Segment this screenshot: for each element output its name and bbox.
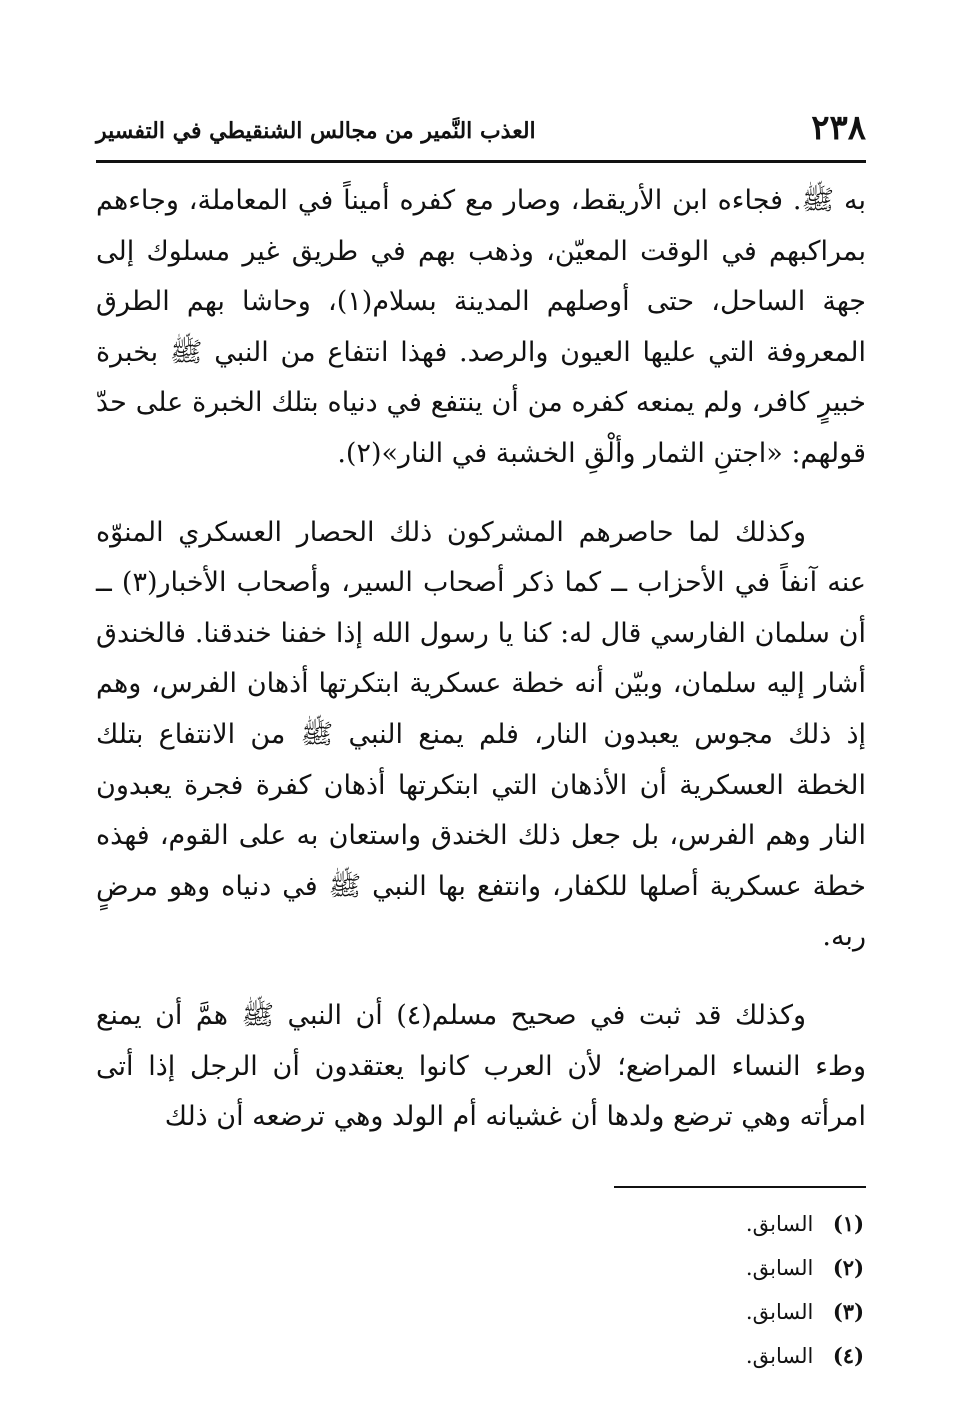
- footnote-number: (٢): [832, 1255, 864, 1280]
- footnote-text: السابق.: [745, 1300, 814, 1324]
- paragraph-1: به ﷺ. فجاءه ابن الأريقط، وصار مع كفره أميناً في المعاملة، وجاءهم بمراكبهم في الوقت المعيّن، وذهب بهم في طريق غير مسلوك إلى جهة الساحل، حتى أوصلهم المدينة بسلام(١)، وحاشا بهم الطرق المعروفة التي عليها العيون والرصد. فهذا انتفاع من النبي ﷺ بخبرة خبيرٍ كافر، ولم يمنعه كفره من أن ينتفع في دنياه بتلك الخبرة على حدّ قولهم: «اجتنِ الثمار وألْقِ الخشبة في النار»(٢).: [96, 185, 866, 469]
- footnote-2: [464, 1246, 864, 1290]
- running-title: العذب النَّمير من مجالس الشنقيطي في التفسير: [96, 118, 536, 144]
- footnote-number: (٤): [832, 1343, 864, 1368]
- header-rule: [96, 160, 866, 163]
- paragraph-3: وكذلك قد ثبت في صحيح مسلم(٤) أن النبي ﷺ همَّ أن يمنع وطء النساء المراضع؛ لأن العرب كانوا يعتقدون أن الرجل إذا أتى امرأته وهي ترضع ولدها أن غشيانه أم الولد وهي ترضعه أن ذلك: [96, 999, 866, 1133]
- page-number: ٢٣٨: [811, 108, 866, 148]
- footnotes: [464, 1202, 864, 1378]
- page-header: [96, 108, 866, 158]
- footnote-text: السابق.: [745, 1256, 814, 1280]
- footnote-1: [464, 1202, 864, 1246]
- footnote-number: (٣): [832, 1299, 864, 1324]
- footnote-4: [464, 1334, 864, 1378]
- footnote-text: السابق.: [745, 1344, 814, 1368]
- paragraph-2: وكذلك لما حاصرهم المشركون ذلك الحصار العسكري المنوّه عنه آنفاً في الأحزاب ــ كما ذكر أصحاب السير، وأصحاب الأخبار(٣) ــ أن سلمان الفارسي قال له: كنا يا رسول الله إذا خفنا خندقنا. فالخندق أشار إليه سلمان، وبيّن أنه خطة عسكرية ابتكرتها أذهان الفرس، وهم إذ ذلك مجوس يعبدون النار، فلم يمنع النبي ﷺ من الانتفاع بتلك الخطة العسكرية أن الأذهان التي ابتكرتها أذهان كفرة فجرة يعبدون النار وهم الفرس، بل جعل ذلك الخندق واستعان به على القوم، فهذه خطة عسكرية أصلها للكفار، وانتفع بها النبي ﷺ في دنياه وهو مرضٍ ربه.: [96, 516, 866, 953]
- body-text: [96, 176, 866, 1143]
- footnote-3: [464, 1290, 864, 1334]
- footnote-number: (١): [832, 1211, 864, 1236]
- footnote-text: السابق.: [745, 1212, 814, 1236]
- footnote-rule: [614, 1186, 866, 1188]
